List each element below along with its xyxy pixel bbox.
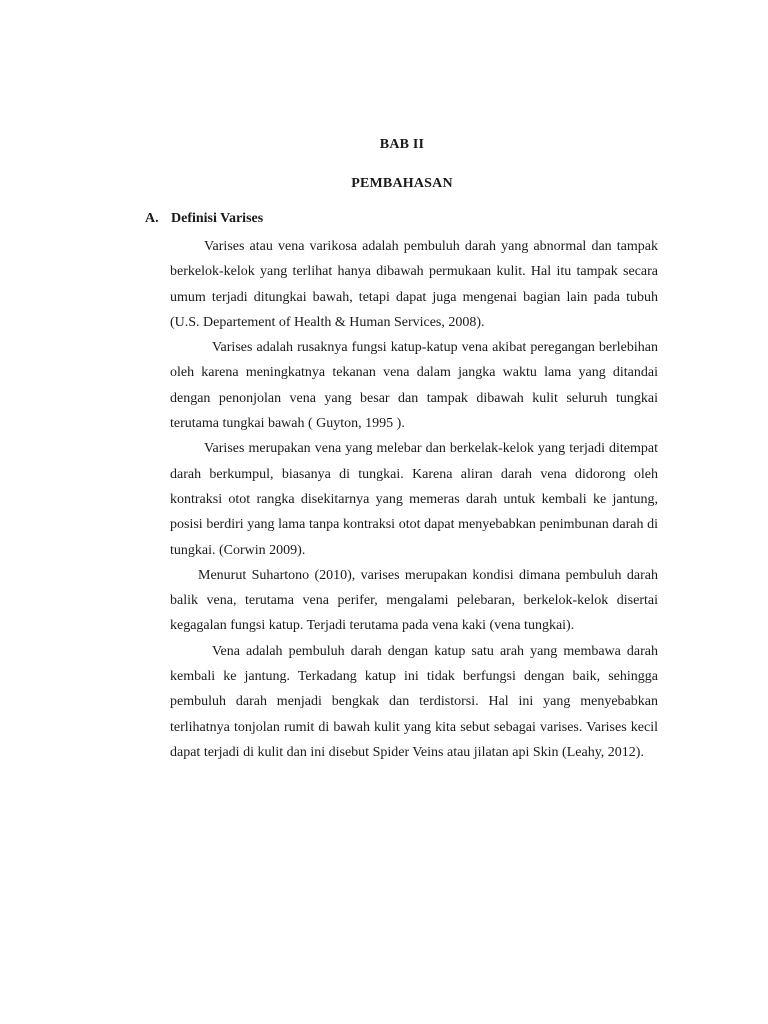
chapter-title: PEMBAHASAN: [351, 176, 453, 191]
section-body: [170, 234, 658, 765]
section-title: Definisi Varises: [171, 211, 264, 226]
paragraph: Varises atau vena varikosa adalah pembuluh darah yang abnormal dan tampak berkelok-kelok yang terlihat hanya dibawah permukaan kulit. Hal itu tampak secara umum terjadi ditungkai bawah, tetapi dapat juga mengenai bagian lain pada tubuh (U.S. Departement of Health & Human Services, 2008).: [170, 239, 658, 330]
paragraph: Varises adalah rusaknya fungsi katup-katup vena akibat peregangan berlebihan oleh karena meningkatnya tekanan vena dalam jangka waktu lama yang ditandai dengan penonjolan vena yang besar dan tampak dibawah kulit seluruh tungkai terutama tungkai bawah ( Guyton, 1995 ).: [170, 340, 658, 432]
paragraph: Varises merupakan vena yang melebar dan berkelak-kelok yang terjadi ditempat darah berkumpul, biasanya di tungkai. Karena aliran darah vena didorong oleh kontraksi otot rangka disekitarnya yang memeras darah untuk kembali ke jantung, posisi berdiri yang lama tanpa kontraksi otot dapat menyebabkan penimbunan darah di tungkai. (Corwin 2009).: [170, 441, 658, 558]
chapter-heading: BAB II: [379, 137, 425, 152]
paragraph: Vena adalah pembuluh darah dengan katup satu arah yang membawa darah kembali ke jantung. Terkadang katup ini tidak berfungsi dengan baik, sehingga pembuluh darah menjadi bengkak dan terdistorsi. Hal ini yang menyebabkan terlihatnya tonjolan rumit di bawah kulit yang kita sebut sebagai varises. Varises kecil dapat terjadi di kulit dan ini disebut Spider Veins atau jilatan api Skin (Leahy, 2012).: [170, 643, 658, 760]
section-letter: A.: [145, 211, 159, 226]
section-heading: [145, 211, 263, 227]
paragraph: Menurut Suhartono (2010), varises merupakan kondisi dimana pembuluh darah balik vena, terutama vena perifer, mengalami pelebaran, berkelok-kelok disertai kegagalan fungsi katup. Terjadi terutama pada vena kaki (vena tungkai).: [170, 567, 658, 634]
